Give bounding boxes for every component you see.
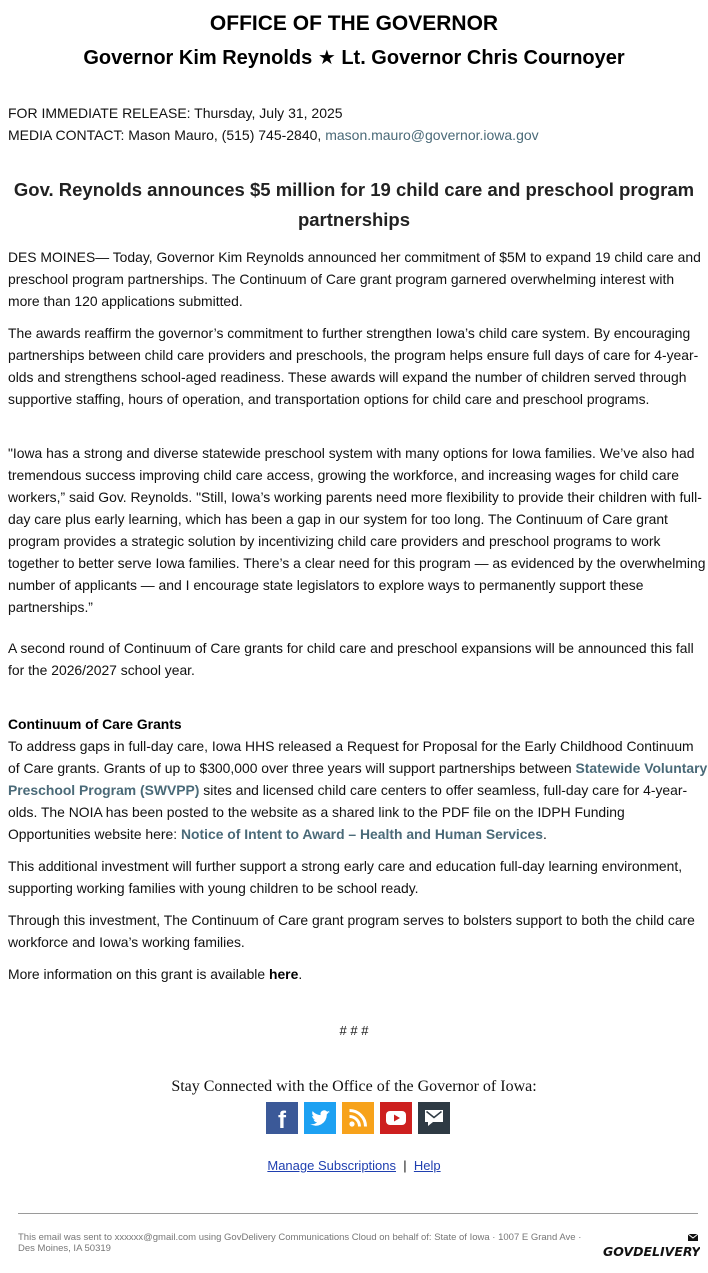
rss-icon[interactable] (342, 1102, 374, 1134)
more-info-text: More information on this grant is available (8, 966, 266, 982)
stay-connected-text: Stay Connected with the Office of the Governor of Iowa: (171, 1078, 537, 1095)
grants-text-b: sites and licensed child care centers to offer seamless, full-day care for 4-year-olds. The NOIA has been posted to the website as a shared link to the PDF file on the IDPH Funding Opportunities website here: (8, 782, 688, 842)
footer-disclaimer: This email was sent to xxxxxx@gmail.com using GovDelivery Communications Cloud on behalf of: State of Iowa · 1007 E Grand Ave · Des Moines, IA 50319 (18, 1232, 582, 1254)
govdelivery-logo-text: GOVDELIVERY (603, 1244, 700, 1259)
manage-subscriptions-link[interactable]: Manage Subscriptions (267, 1158, 397, 1173)
lt-governor-name: Lt. Governor Chris Cournoyer (341, 47, 625, 69)
grants-period: . (542, 826, 547, 842)
subscription-links (0, 1158, 708, 1173)
email-icon[interactable] (418, 1102, 450, 1134)
media-contact-email-link[interactable]: mason.mauro@governor.iowa.gov (325, 127, 539, 143)
governor-line (0, 44, 708, 72)
section-subheading: Continuum of Care Grants (8, 716, 182, 732)
help-link[interactable]: Help (413, 1158, 441, 1173)
paragraph-more-info (8, 963, 708, 985)
govdelivery-logo[interactable] (602, 1232, 700, 1262)
more-info-period: . (298, 966, 303, 982)
link-separator: | (403, 1158, 407, 1173)
end-marks: # # # (339, 1023, 369, 1038)
paragraph-awards: The awards reaffirm the governor’s commitment to further strengthen Iowa’s child care system. By encouraging partnerships between child care providers and preschools, the program helps ensure full days of care for 4-year-olds and strengthens school-aged readiness. These awards will expand the number of children served through supportive staffing, hours of operation, and transportation options for child care and preschool programs. (8, 325, 699, 407)
office-title: OFFICE OF THE GOVERNOR (209, 12, 499, 35)
paragraph-grants (8, 735, 708, 845)
star-icon: ★ (317, 47, 336, 69)
paragraph-bolster: Through this investment, The Continuum of Care grant program serves to bolsters support to both the child care workforce and Iowa’s working families. (8, 912, 695, 950)
noia-link[interactable]: Notice of Intent to Award – Health and Human Services (180, 826, 543, 842)
media-contact-text: MEDIA CONTACT: Mason Mauro, (515) 745-2840, (8, 127, 322, 143)
grants-text-a: To address gaps in full-day care, Iowa HHS released a Request for Proposal for the Early Childhood Continuum of Care grants. Grants of up to $300,000 over three years will support partnerships between (8, 738, 694, 776)
release-meta (8, 102, 539, 146)
paragraph-quote: "Iowa has a strong and diverse statewide preschool system with many options for Iowa families. We’ve also had tremendous success improving child care access, growing the workforce, and increasing wages for child care workers,” said Gov. Reynolds. "Still, Iowa’s working parents need more flexibility to provide their children with full-day care plus early learning, which has been a gap in our system for too long. The Continuum of Care grant program provides a strategic solution by incentivizing child care providers and preschool programs to work together to better serve Iowa families. There’s a clear need for this program — as evidenced by the overwhelming number of applicants — and I encourage state legislators to explore ways to permanently support these partnerships.” (8, 445, 706, 615)
governor-name: Governor Kim Reynolds (83, 47, 313, 69)
more-info-here-link[interactable]: here (268, 966, 299, 982)
envelope-icon (688, 1234, 698, 1241)
facebook-icon[interactable] (266, 1102, 298, 1134)
swvpp-link[interactable]: Statewide Voluntary Preschool Program (SWVPP) (8, 760, 708, 798)
paragraph-investment: This additional investment will further support a strong early care and education full-day learning environment, supporting working families with young children to be school ready. (8, 858, 683, 896)
twitter-icon[interactable] (304, 1102, 336, 1134)
media-contact (8, 124, 539, 146)
facebook-glyph: f (278, 1107, 286, 1134)
social-icons (266, 1102, 450, 1134)
headline: Gov. Reynolds announces $5 million for 19 child care and preschool program partnerships (13, 179, 695, 230)
footer-divider (18, 1213, 698, 1214)
release-date: FOR IMMEDIATE RELEASE: Thursday, July 31, 2025 (8, 105, 343, 121)
paragraph-second-round: A second round of Continuum of Care grants for child care and preschool expansions will be announced this fall for the 2026/2027 school year. (8, 640, 694, 678)
paragraph-intro: DES MOINES— Today, Governor Kim Reynolds announced her commitment of $5M to expand 19 child care and preschool program partnerships. The Continuum of Care grant program garnered overwhelming interest with more than 120 applications submitted. (8, 249, 701, 309)
youtube-icon[interactable] (380, 1102, 412, 1134)
